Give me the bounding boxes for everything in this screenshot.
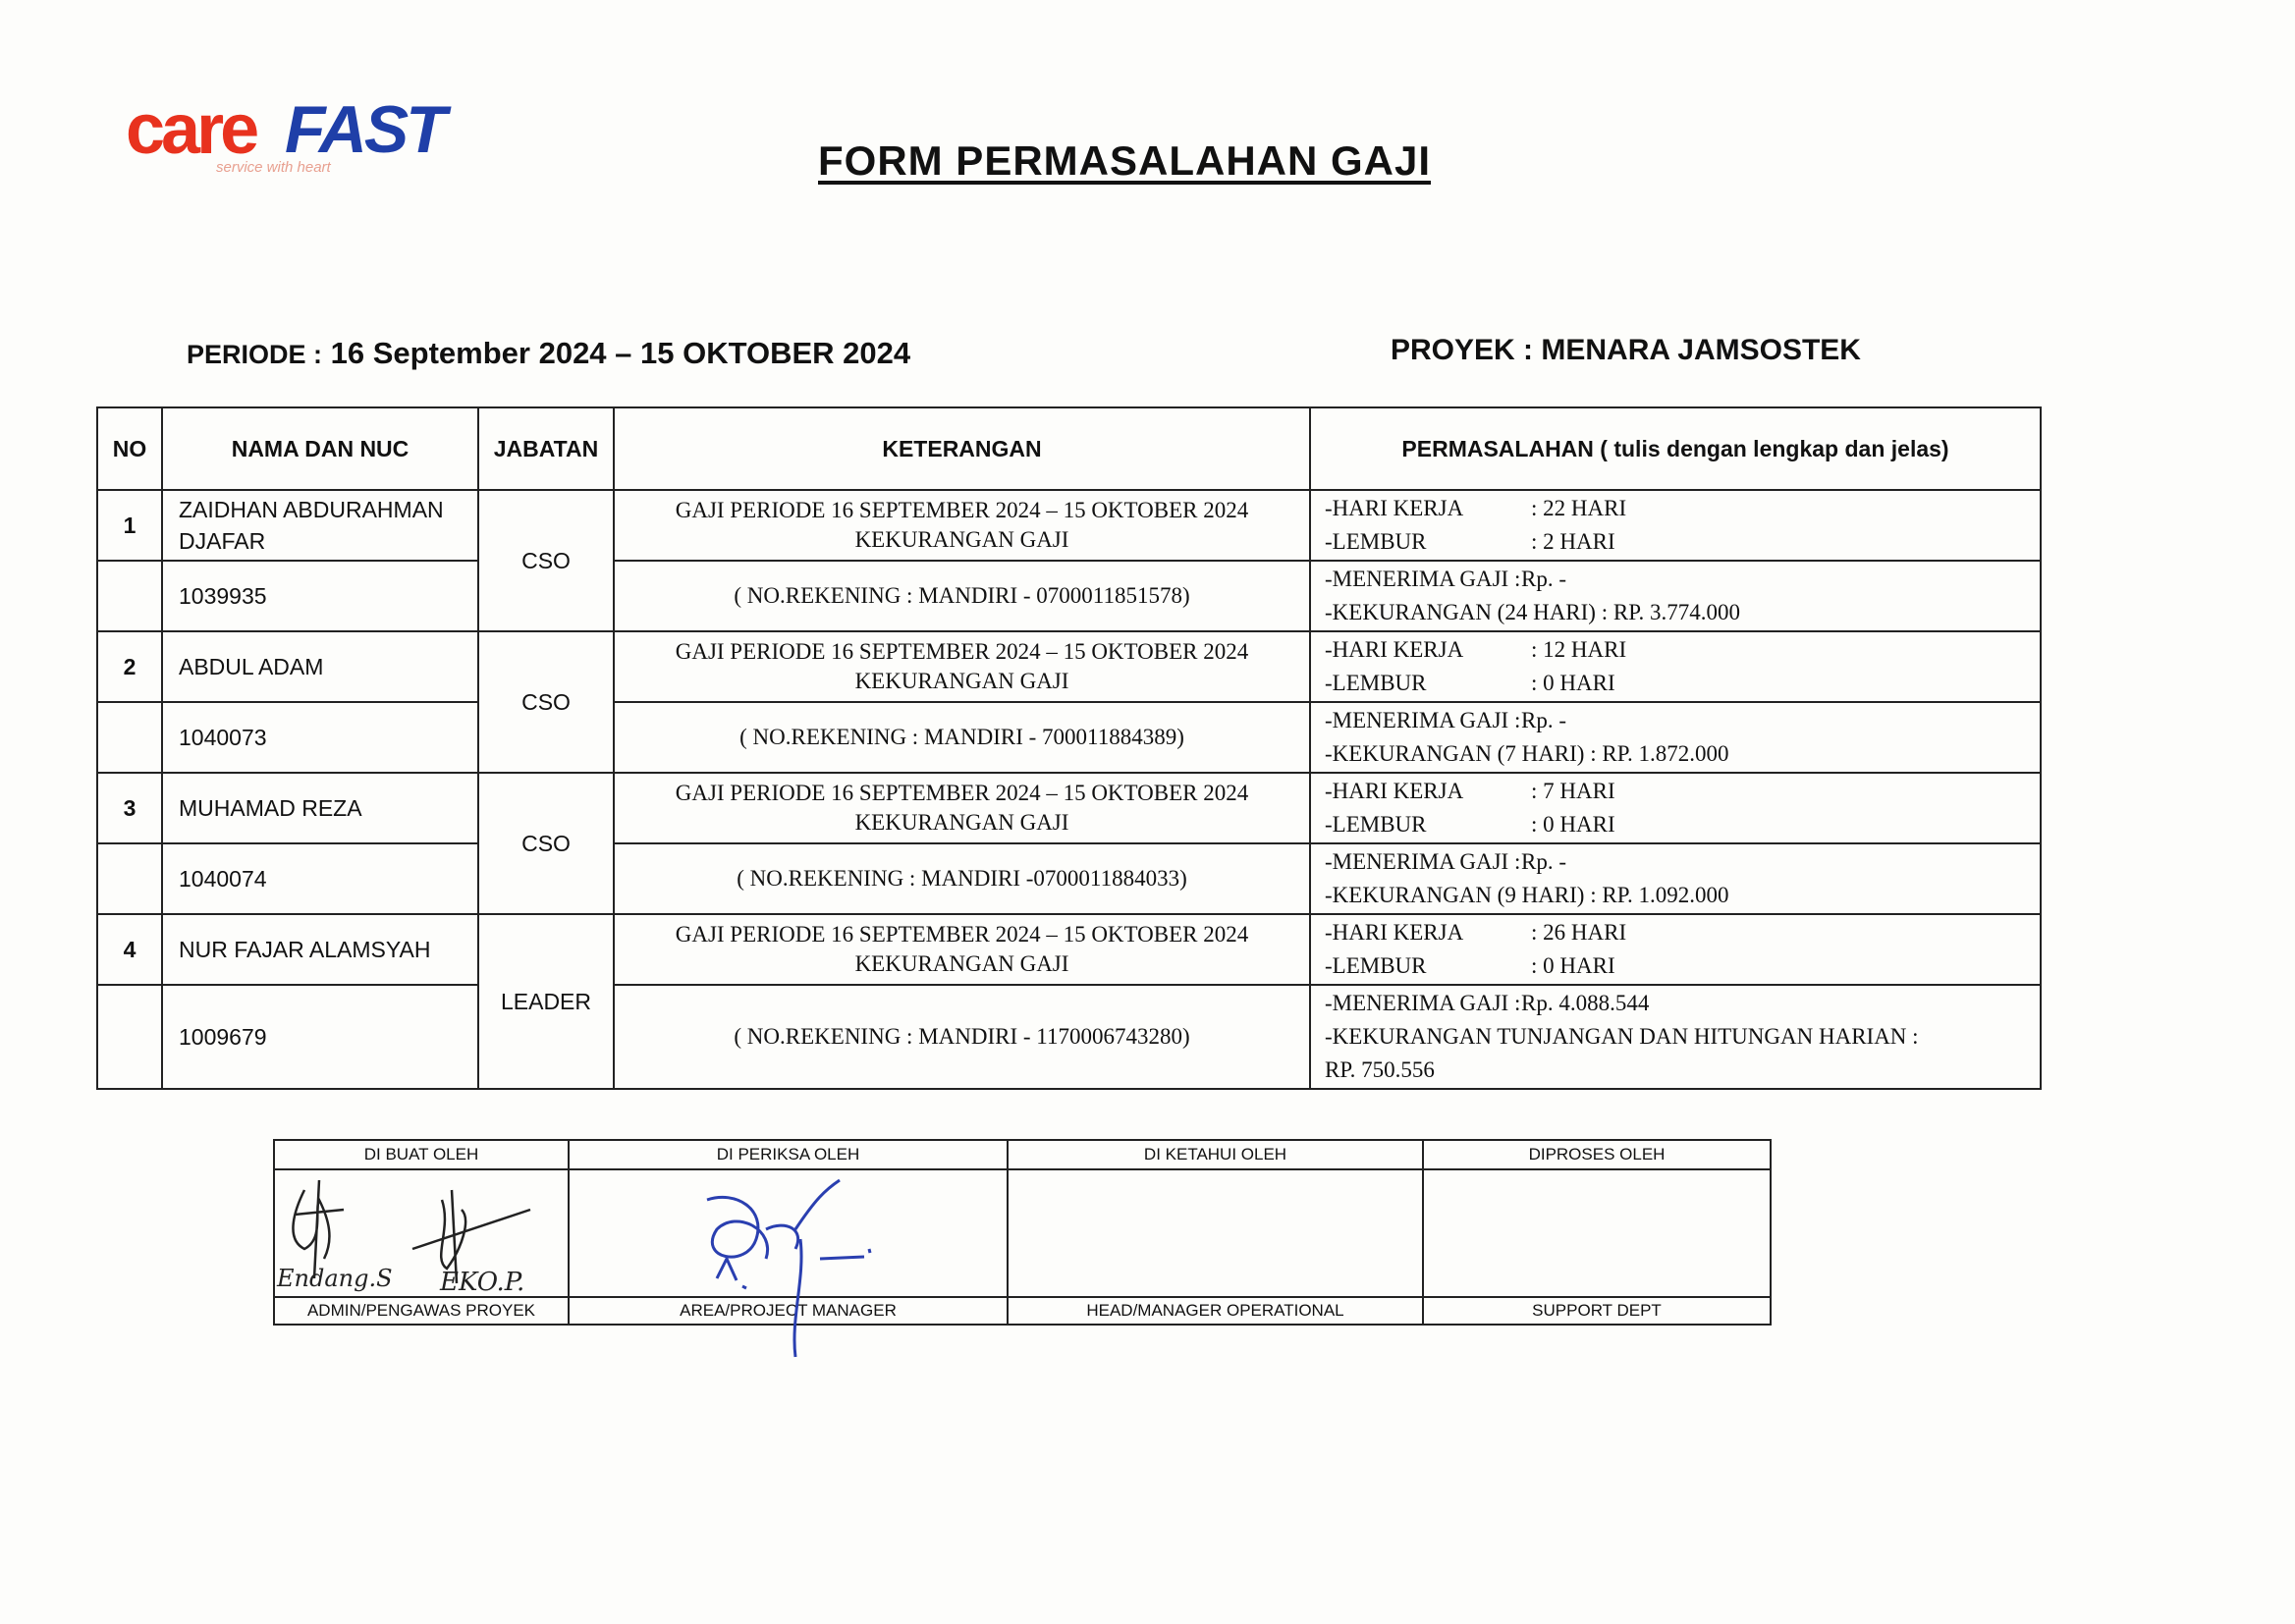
- keterangan-line: KEKURANGAN GAJI: [854, 810, 1069, 835]
- sign-footer-support: SUPPORT DEPT: [1423, 1297, 1771, 1325]
- table-row: [97, 702, 2041, 773]
- hari-kerja-label: -HARI KERJA: [1325, 920, 1464, 945]
- table-row: [97, 490, 2041, 561]
- signature-name-endang: Endang.S: [277, 1265, 393, 1292]
- lembur-label: -LEMBUR: [1325, 671, 1427, 695]
- sign-header-diproses: DIPROSES OLEH: [1423, 1140, 1771, 1169]
- hari-kerja-value: : 12 HARI: [1531, 637, 1627, 662]
- kekurangan: -KEKURANGAN (24 HARI) : RP. 3.774.000: [1325, 600, 1740, 624]
- header-no: NO: [97, 407, 162, 490]
- lembur-value: : 2 HARI: [1531, 529, 1615, 554]
- row-no-empty: [97, 561, 162, 631]
- keterangan-line: GAJI PERIODE 16 SEPTEMBER 2024 – 15 OKTOBER 2024: [675, 498, 1249, 522]
- logo-fast-text: FAST: [285, 92, 444, 167]
- employee-name: NUR FAJAR ALAMSYAH: [162, 914, 478, 985]
- menerima-gaji-value: Rp. -: [1521, 849, 1566, 874]
- row-no: 3: [97, 773, 162, 843]
- header-keterangan: KETERANGAN: [614, 407, 1310, 490]
- table-row: [97, 914, 2041, 985]
- rekening: ( NO.REKENING : MANDIRI - 1170006743280): [614, 985, 1310, 1089]
- hari-kerja-label: -HARI KERJA: [1325, 637, 1464, 662]
- header-nama: NAMA DAN NUC: [162, 407, 478, 490]
- lembur-value: : 0 HARI: [1531, 953, 1615, 978]
- keterangan-line: GAJI PERIODE 16 SEPTEMBER 2024 – 15 OKTOBER 2024: [675, 922, 1249, 947]
- employee-nuc: 1039935: [162, 561, 478, 631]
- menerima-gaji-label: -MENERIMA GAJI :: [1325, 708, 1521, 732]
- permasalahan-gaji: [1310, 985, 2041, 1089]
- header-permasalahan: PERMASALAHAN ( tulis dengan lengkap dan jelas): [1310, 407, 2041, 490]
- menerima-gaji-label: -MENERIMA GAJI :: [1325, 991, 1521, 1015]
- sign-footer-admin: ADMIN/PENGAWAS PROYEK: [274, 1297, 569, 1325]
- logo-care-text: care: [126, 90, 256, 169]
- permasalahan-hari: [1310, 490, 2041, 561]
- keterangan-line: KEKURANGAN GAJI: [854, 669, 1069, 693]
- table-row: [97, 843, 2041, 914]
- rekening: ( NO.REKENING : MANDIRI - 700011884389): [614, 702, 1310, 773]
- keterangan-periode: [614, 914, 1310, 985]
- signature-head-manager: [1008, 1169, 1423, 1297]
- page-title: FORM PERMASALAHAN GAJI: [818, 137, 1432, 184]
- signature-table: [273, 1139, 1772, 1326]
- keterangan-periode: [614, 490, 1310, 561]
- signature-area-manager-mark: [570, 1170, 1009, 1367]
- employee-jabatan: CSO: [478, 631, 614, 773]
- row-no-empty: [97, 843, 162, 914]
- employee-name: ABDUL ADAM: [162, 631, 478, 702]
- row-no-empty: [97, 702, 162, 773]
- sign-footer-area-manager: AREA/PROJECT MANAGER: [569, 1297, 1008, 1325]
- kekurangan: -KEKURANGAN (9 HARI) : RP. 1.092.000: [1325, 883, 1729, 907]
- keterangan-periode: [614, 631, 1310, 702]
- sign-header-diketahui: DI KETAHUI OLEH: [1008, 1140, 1423, 1169]
- table-header-row: [97, 407, 2041, 490]
- menerima-gaji-label: -MENERIMA GAJI :: [1325, 849, 1521, 874]
- permasalahan-gaji: [1310, 843, 2041, 914]
- keterangan-line: GAJI PERIODE 16 SEPTEMBER 2024 – 15 OKTOBER 2024: [675, 781, 1249, 805]
- periode-value: 16 September 2024 – 15 OKTOBER 2024: [330, 336, 911, 370]
- table-row: [97, 631, 2041, 702]
- employee-name: MUHAMAD REZA: [162, 773, 478, 843]
- lembur-value: : 0 HARI: [1531, 671, 1615, 695]
- lembur-label: -LEMBUR: [1325, 529, 1427, 554]
- proyek-label: PROYEK :: [1391, 334, 1534, 366]
- signature-admin: [274, 1169, 569, 1297]
- keterangan-periode: [614, 773, 1310, 843]
- periode: [187, 336, 910, 371]
- menerima-gaji-label: -MENERIMA GAJI :: [1325, 567, 1521, 591]
- carefast-logo: [126, 90, 479, 179]
- signature-area-manager: [569, 1169, 1008, 1297]
- hari-kerja-value: : 26 HARI: [1531, 920, 1627, 945]
- proyek: [1391, 334, 1861, 367]
- hari-kerja-label: -HARI KERJA: [1325, 779, 1464, 803]
- menerima-gaji-value: Rp. -: [1521, 708, 1566, 732]
- signature-support: [1423, 1169, 1771, 1297]
- employee-jabatan: LEADER: [478, 914, 614, 1089]
- employee-nuc: 1009679: [162, 985, 478, 1089]
- hari-kerja-value: : 7 HARI: [1531, 779, 1615, 803]
- employee-jabatan: CSO: [478, 490, 614, 631]
- hari-kerja-value: : 22 HARI: [1531, 496, 1627, 520]
- kekurangan: -KEKURANGAN (7 HARI) : RP. 1.872.000: [1325, 741, 1729, 766]
- keterangan-line: KEKURANGAN GAJI: [854, 527, 1069, 552]
- header-jabatan: JABATAN: [478, 407, 614, 490]
- table-row: [97, 985, 2041, 1089]
- permasalahan-hari: [1310, 631, 2041, 702]
- kekurangan-amount: RP. 750.556: [1325, 1057, 1435, 1082]
- table-row: [97, 773, 2041, 843]
- employee-name: ZAIDHAN ABDURAHMAN DJAFAR: [162, 490, 478, 561]
- lembur-label: -LEMBUR: [1325, 953, 1427, 978]
- signature-admin-mark: [275, 1170, 570, 1296]
- menerima-gaji-value: Rp. -: [1521, 567, 1566, 591]
- row-no: 1: [97, 490, 162, 561]
- permasalahan-gaji: [1310, 561, 2041, 631]
- employee-jabatan: CSO: [478, 773, 614, 914]
- rekening: ( NO.REKENING : MANDIRI - 0700011851578): [614, 561, 1310, 631]
- sign-header-dibuat: DI BUAT OLEH: [274, 1140, 569, 1169]
- keterangan-line: KEKURANGAN GAJI: [854, 951, 1069, 976]
- employee-nuc: 1040074: [162, 843, 478, 914]
- salary-issue-table: [96, 406, 2042, 1090]
- signature-name-eko: EKO.P.: [440, 1268, 525, 1296]
- permasalahan-gaji: [1310, 702, 2041, 773]
- logo-tagline: service with heart: [216, 159, 331, 176]
- permasalahan-hari: [1310, 914, 2041, 985]
- hari-kerja-label: -HARI KERJA: [1325, 496, 1464, 520]
- lembur-value: : 0 HARI: [1531, 812, 1615, 837]
- rekening: ( NO.REKENING : MANDIRI -0700011884033): [614, 843, 1310, 914]
- keterangan-line: GAJI PERIODE 16 SEPTEMBER 2024 – 15 OKTOBER 2024: [675, 639, 1249, 664]
- proyek-value: MENARA JAMSOSTEK: [1541, 334, 1861, 366]
- permasalahan-hari: [1310, 773, 2041, 843]
- kekurangan: -KEKURANGAN TUNJANGAN DAN HITUNGAN HARIAN :: [1325, 1024, 1919, 1049]
- row-no-empty: [97, 985, 162, 1089]
- table-row: [97, 561, 2041, 631]
- sign-header-diperiksa: DI PERIKSA OLEH: [569, 1140, 1008, 1169]
- menerima-gaji-value: Rp. 4.088.544: [1521, 991, 1650, 1015]
- lembur-label: -LEMBUR: [1325, 812, 1427, 837]
- employee-nuc: 1040073: [162, 702, 478, 773]
- row-no: 4: [97, 914, 162, 985]
- sign-footer-head-manager: HEAD/MANAGER OPERATIONAL: [1008, 1297, 1423, 1325]
- periode-label: PERIODE :: [187, 340, 323, 369]
- row-no: 2: [97, 631, 162, 702]
